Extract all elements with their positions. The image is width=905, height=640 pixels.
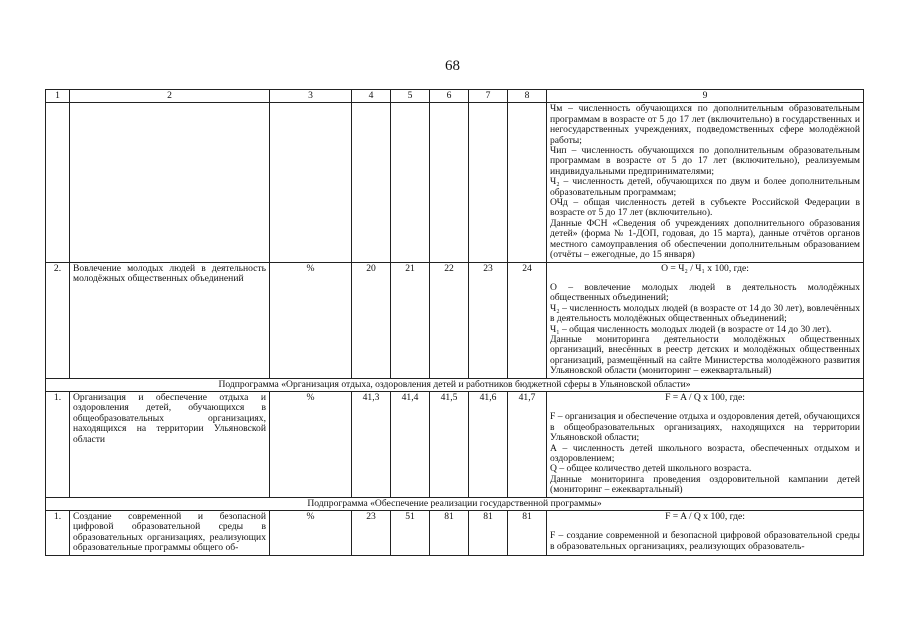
method-cell xyxy=(547,511,864,556)
method-line: Ч₂ – численность детей, обучающихся по двум и более дополнительным образовательным программам; xyxy=(550,176,860,198)
column-header: 1 xyxy=(46,90,70,103)
unit-cell: % xyxy=(270,511,352,556)
formula: О = Ч₂ / Ч₁ х 100, где: xyxy=(661,262,749,274)
value-cell: 24 xyxy=(508,262,547,378)
value-cell: 23 xyxy=(469,262,508,378)
column-header: 6 xyxy=(430,90,469,103)
table-header-row xyxy=(46,90,864,103)
formula: F = A / Q х 100, где: xyxy=(665,391,745,403)
column-header: 9 xyxy=(547,90,864,103)
section-title: Подпрограмма «Обеспечение реализации государственной программы» xyxy=(46,497,864,510)
page-number: 68 xyxy=(445,58,460,74)
column-header: 7 xyxy=(469,90,508,103)
column-header: 4 xyxy=(352,90,391,103)
column-header: 8 xyxy=(508,90,547,103)
method-line: Чм – численность обучающихся по дополнительным образовательным программам в возрасте от 5 до 17 лет (включительно) в государственных и негосударственных учреждениях, подведомственных сфере молодёжной работы; xyxy=(550,103,860,146)
unit-cell: % xyxy=(270,391,352,497)
unit-cell: % xyxy=(270,262,352,378)
value-cell: 41,5 xyxy=(430,391,469,497)
indicator-name: Организация и обеспечение отдыха и оздоровления детей, обучающихся в общеобразовательных организациях, находящихся на территории Ульяновской области xyxy=(70,391,270,497)
value-cell: 23 xyxy=(352,511,391,556)
method-line: Ч₂ – численность молодых людей (в возрасте от 14 до 30 лет), вовлечённых в деятельность молодёжных общественных объединений; xyxy=(550,302,860,325)
column-header: 2 xyxy=(70,90,270,103)
table-row xyxy=(46,391,864,497)
method-line: F – создание современной и безопасной цифровой образовательной среды в образовательных организациях, реализующих образователь- xyxy=(550,530,860,552)
method-line: О – вовлечение молодых людей в деятельность молодёжных общественных объединений; xyxy=(550,281,860,304)
section-row xyxy=(46,378,864,391)
indicator-name: Создание современной и безопасной цифровой образовательной среды в образовательных организациях, реализующих образовательные программы общего об- xyxy=(70,511,270,556)
method-line: Ч₁ – общая численность молодых людей (в возрасте от 14 до 30 лет). xyxy=(550,323,832,335)
method-cell xyxy=(547,391,864,497)
value-cell: 81 xyxy=(469,511,508,556)
value-cell: 41,3 xyxy=(352,391,391,497)
section-title: Подпрограмма «Организация отдыха, оздоровления детей и работников бюджетной сферы в Ульяновской области» xyxy=(46,378,864,391)
value-cell: 41,6 xyxy=(469,391,508,497)
table-row xyxy=(46,262,864,378)
method-line: F – организация и обеспечение отдыха и оздоровления детей, обучающихся в общеобразовательных организациях, находящихся на территории Ульяновской области; xyxy=(550,411,860,444)
value-cell: 81 xyxy=(508,511,547,556)
section-row xyxy=(46,497,864,510)
method-cell xyxy=(547,103,864,262)
formula: F = A / Q х 100, где: xyxy=(665,511,745,523)
column-header: 3 xyxy=(270,90,352,103)
value-cell: 41,4 xyxy=(391,391,430,497)
value-cell: 22 xyxy=(430,262,469,378)
method-line: Данные ФСН «Сведения об учреждениях дополнительного образования детей» (форма № 1-ДОП, годовая, до 15 марта), данные отчётов органов местного самоуправления об обеспечении дополнительным образованием (отчёты – ежегодные, до 15 января) xyxy=(550,217,860,261)
value-cell: 41,7 xyxy=(508,391,547,497)
indicator-table xyxy=(45,89,864,556)
method-line: Чип – численность обучающихся по дополнительным образовательным программам в возрасте от 5 до 17 лет (включительно), реализуемым индивидуальными предпринимателями; xyxy=(550,145,860,177)
row-number: 1. xyxy=(46,511,70,556)
method-line: Данные мониторинга проведения оздоровительной кампании детей (мониторинг – ежеквартальный) xyxy=(550,473,860,496)
row-number: 1. xyxy=(46,391,70,497)
value-cell: 21 xyxy=(391,262,430,378)
value-cell: 81 xyxy=(430,511,469,556)
table-row xyxy=(46,103,864,262)
method-line: Данные мониторинга деятельности молодёжных общественных организаций, внесённых в реестр детских и молодёжных общественных организаций, размещённый на сайте Министерства молодёжного развития Ульяновской области (мониторинг – ежеквартальный) xyxy=(550,333,860,377)
indicator-name: Вовлечение молодых людей в деятельность молодёжных общественных объединений xyxy=(70,262,270,378)
column-header: 5 xyxy=(391,90,430,103)
method-line: Q – общее количество детей школьного возраста. xyxy=(550,463,752,475)
value-cell: 51 xyxy=(391,511,430,556)
value-cell: 20 xyxy=(352,262,391,378)
method-line: А – численность детей школьного возраста, обеспеченных отдыхом и оздоровлением; xyxy=(550,442,860,464)
row-number: 2. xyxy=(46,262,70,378)
method-line: ОЧд – общая численность детей в субъекте Российской Федерации в возрасте от 5 до 17 лет (включительно). xyxy=(550,197,860,219)
method-cell xyxy=(547,262,864,378)
table-row xyxy=(46,511,864,556)
